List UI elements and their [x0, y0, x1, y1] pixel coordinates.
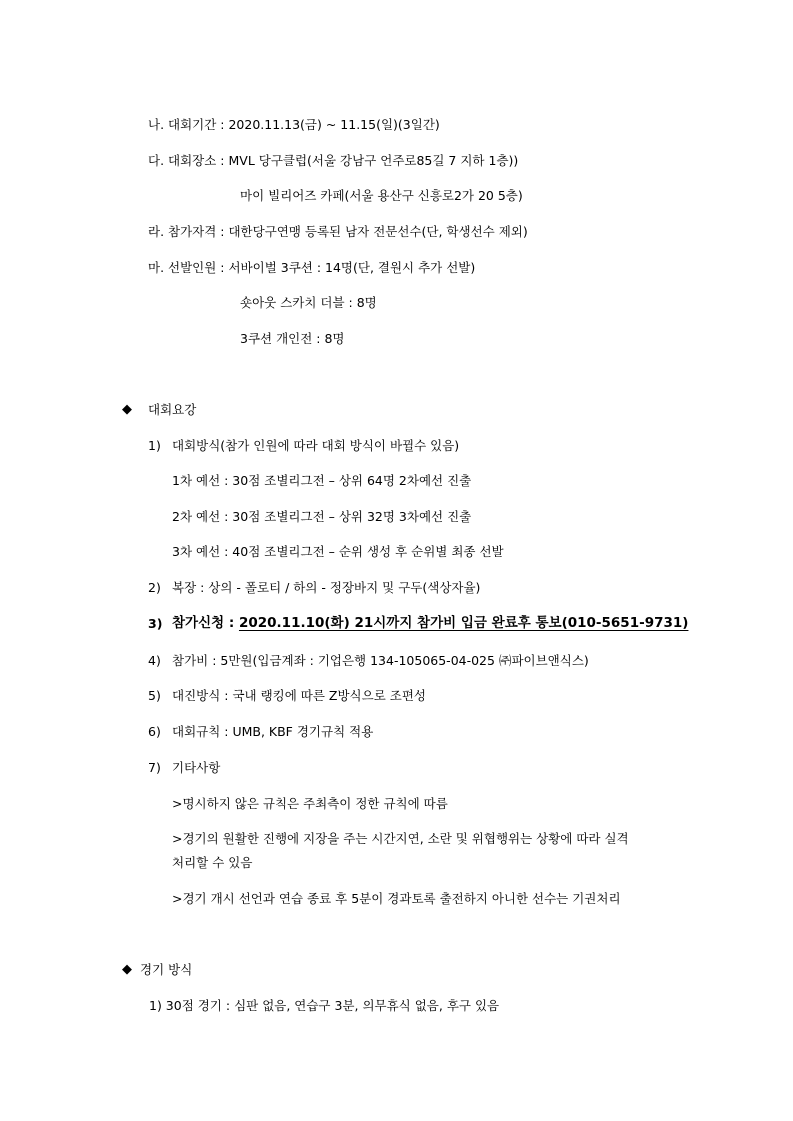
prelim-round-2: 2차 예선 : 30점 조별리그전 – 상위 32명 3차예선 진출 — [172, 509, 472, 524]
section-title-rules: 대회요강 — [148, 402, 197, 417]
venue-line-2: 마이 빌리어즈 카페(서울 용산구 신흥로2가 20 5층) — [240, 188, 523, 203]
selection-label: 마. 선발인원 : — [148, 260, 229, 275]
item-misc: 기타사항 — [172, 760, 221, 775]
selection-value-1: 서바이벌 3쿠션 : 14명(단, 결원시 추가 선발) — [228, 260, 476, 275]
item-dress-code: 복장 : 상의 - 폴로티 / 하의 - 정장바지 및 구두(색상자율) — [172, 580, 481, 595]
registration-label: 참가신청 : — [172, 615, 239, 631]
item-number: 1) — [148, 438, 161, 453]
selection-line-2: 숏아웃 스카치 더블 : 8명 — [240, 295, 377, 310]
qualification-label: 라. 참가자격 : — [148, 224, 229, 239]
prelim-round-3: 3차 예선 : 40점 조별리그전 – 순위 생성 후 순위별 최종 선발 — [172, 544, 504, 559]
prelim-round-1: 1차 예선 : 30점 조별리그전 – 상위 64명 2차예선 진출 — [172, 473, 472, 488]
misc-note-1: >명시하지 않은 규칙은 주최측이 정한 규칙에 따름 — [172, 796, 448, 811]
misc-note-2: >경기의 원활한 진행에 지장을 주는 시간지연, 소란 및 위협행위는 상황에 따라 실격 — [172, 831, 629, 846]
section-title-match-format: 경기 방식 — [140, 962, 193, 977]
item-number: 6) — [148, 724, 161, 739]
item-number: 7) — [148, 760, 161, 775]
period-label: 나. 대회기간 : — [148, 117, 229, 132]
item-bracket: 대진방식 : 국내 랭킹에 따른 Z방식으로 조편성 — [172, 688, 426, 703]
selection-line-3: 3쿠션 개인전 : 8명 — [240, 331, 345, 346]
match-format-item-1: 1) 30점 경기 : 심판 없음, 연습구 3분, 의무휴식 없음, 후구 있음 — [149, 998, 500, 1013]
selection-line — [148, 260, 475, 276]
qualification-line — [148, 224, 528, 240]
venue-value: MVL 당구클럽(서울 강남구 언주로85길 7 지하 1층)) — [228, 153, 519, 168]
qualification-value: 대한당구연맹 등록된 남자 전문선수(단, 학생선수 제외) — [228, 224, 528, 239]
item-number: 4) — [148, 653, 161, 668]
diamond-bullet-icon: ◆ — [122, 962, 132, 977]
misc-note-3: >경기 개시 선언과 연습 종료 후 5분이 경과토록 출전하지 아니한 선수는 기권처리 — [172, 891, 621, 906]
item-rules: 대회규칙 : UMB, KBF 경기규칙 적용 — [172, 724, 374, 739]
period-line — [148, 117, 440, 133]
item-number: 3) — [148, 616, 163, 631]
item-entry-fee: 참가비 : 5만원(입금계좌 : 기업은행 134-105065-04-025 ㈜파이브앤식스) — [172, 653, 589, 668]
period-value: 2020.11.13(금) ~ 11.15(일)(3일간) — [228, 117, 440, 132]
item-number: 2) — [148, 580, 161, 595]
item-format: 대회방식(참가 인원에 따라 대회 방식이 바뀔수 있음) — [172, 438, 460, 453]
misc-note-2-cont: 처리할 수 있음 — [172, 855, 253, 870]
item-registration — [172, 615, 688, 631]
registration-value: 2020.11.10(화) 21시까지 참가비 입금 완료후 통보(010-5651-9731) — [238, 615, 689, 631]
venue-label: 다. 대회장소 : — [148, 153, 229, 168]
diamond-bullet-icon: ◆ — [122, 402, 132, 417]
venue-line — [148, 153, 518, 169]
item-number: 5) — [148, 688, 161, 703]
